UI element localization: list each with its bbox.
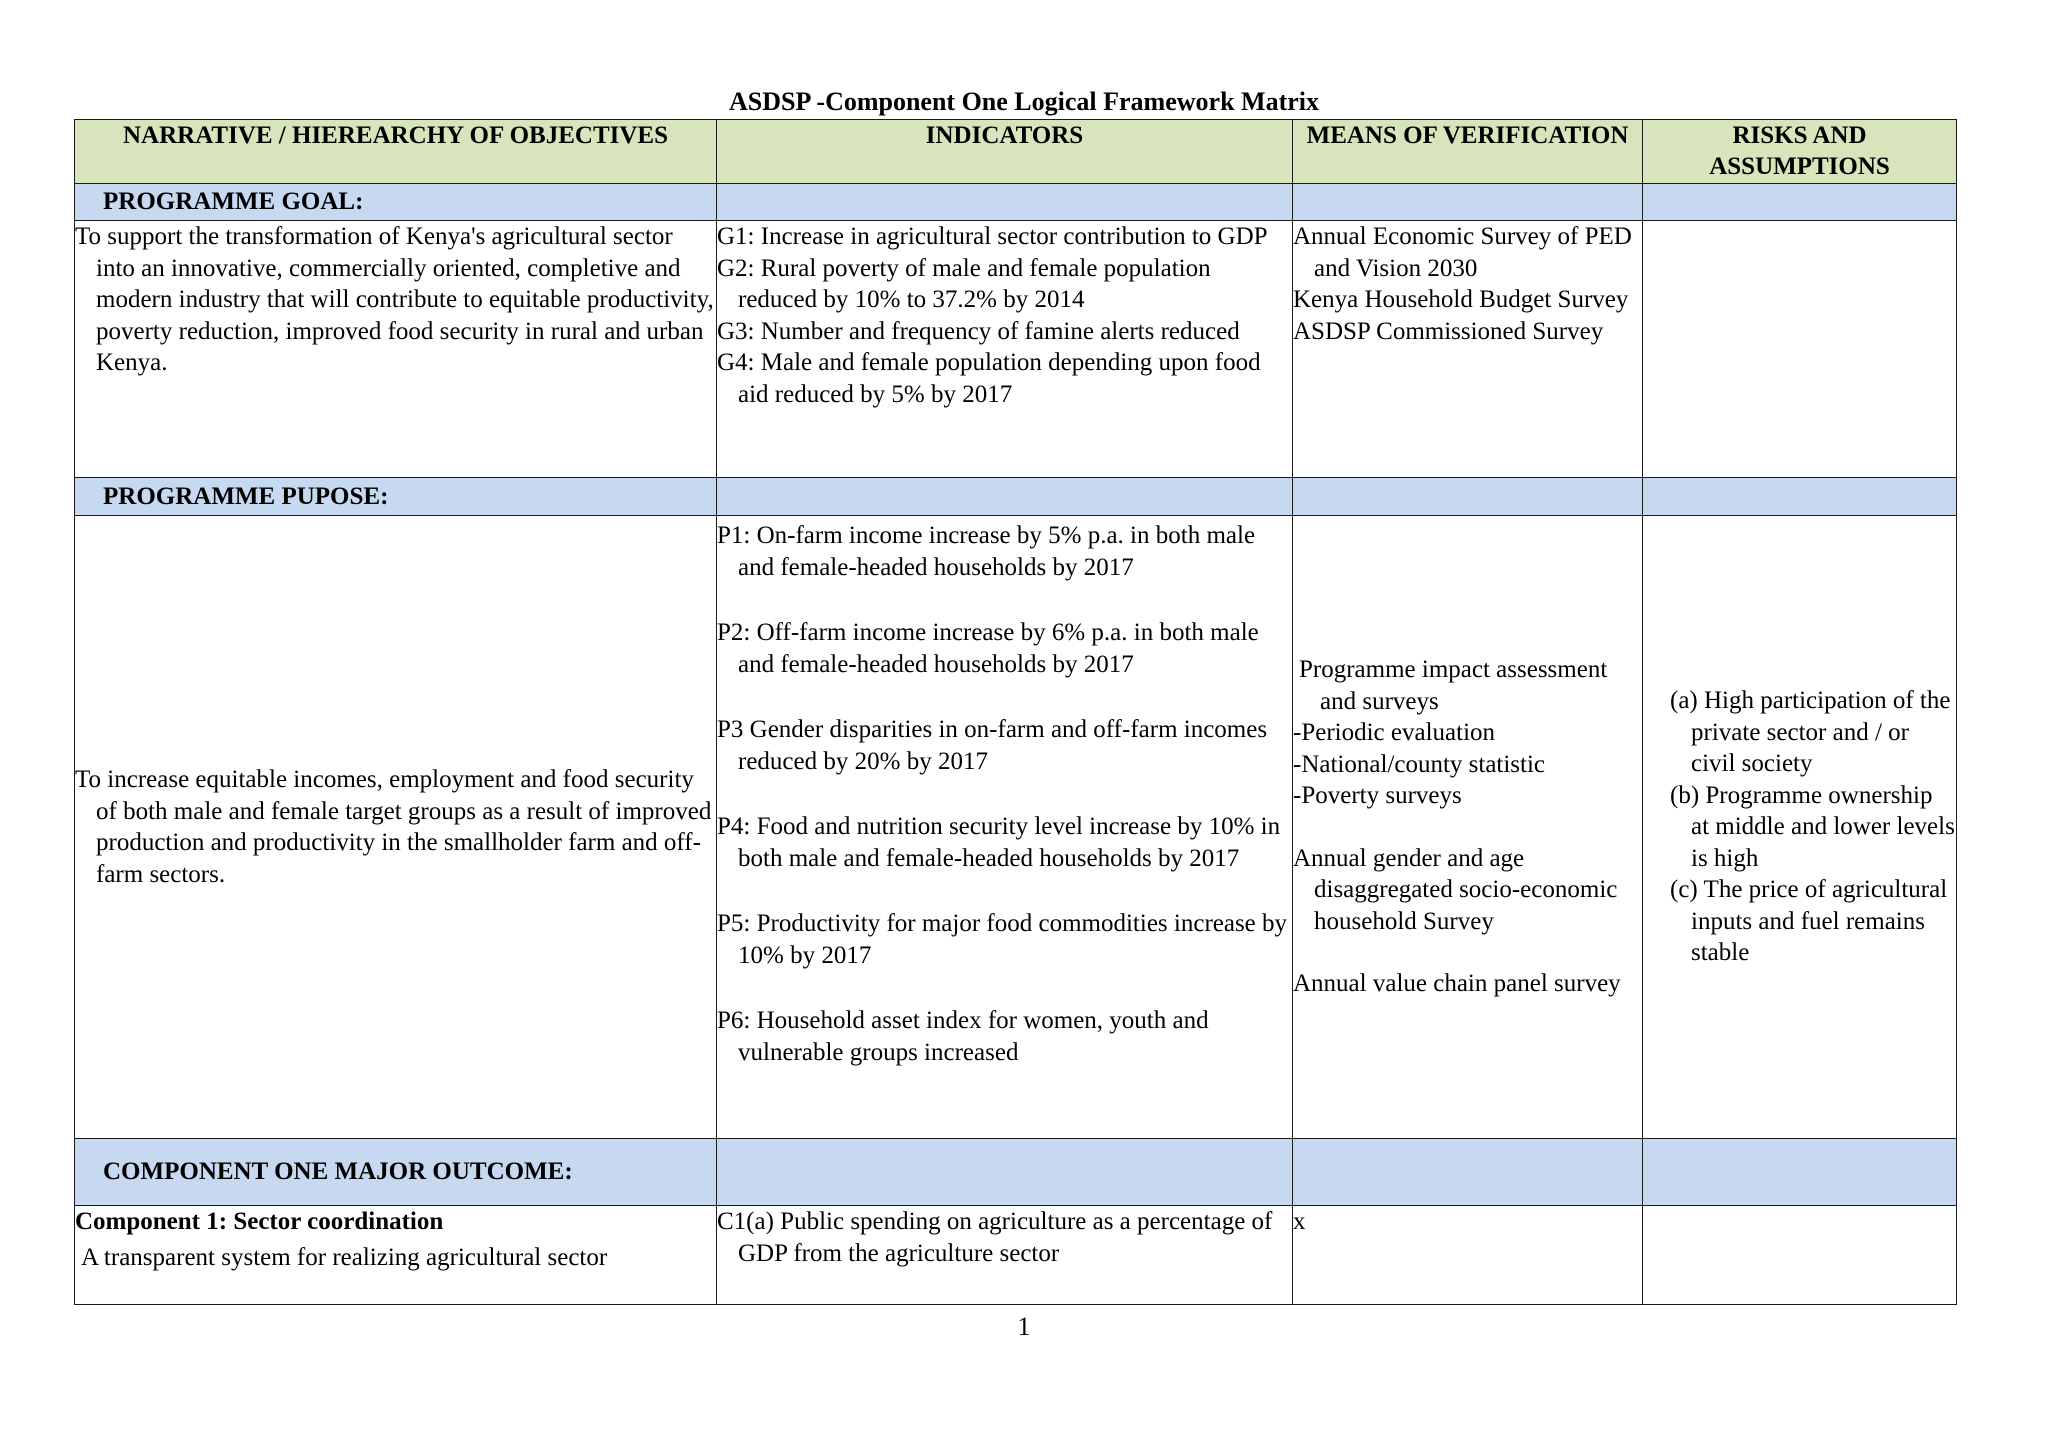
purpose-means-cell: [1293, 516, 1643, 1139]
header-narrative: NARRATIVE / HIEREARCHY OF OBJECTIVES: [75, 120, 717, 184]
goal-narrative: To support the transformation of Kenya's agricultural sector into an innovative, commercially oriented, completive and modern industry that will contribute to equitable productivity, poverty reduction, improved food security in rural and urban Kenya.: [75, 223, 714, 376]
goal-indicator: G4: Male and female population depending upon food aid reduced by 5% by 2017: [717, 349, 1261, 408]
goal-means-item: Annual Economic Survey of PED and Vision 2030: [1293, 223, 1632, 282]
component-narrative: A transparent system for realizing agricultural sector: [81, 1243, 608, 1271]
goal-row: [75, 221, 1957, 478]
purpose-means-gender: Annual gender and age disaggregated socio-economic household Survey: [1293, 844, 1618, 935]
goal-indicator: G2: Rural poverty of male and female population reduced by 10% to 37.2% by 2014: [717, 254, 1211, 313]
goal-indicator: G1: Increase in agricultural sector contribution to GDP: [717, 223, 1268, 250]
section-label-component: COMPONENT ONE MAJOR OUTCOME:: [75, 1139, 717, 1206]
component-heading: Component 1: Sector coordination: [75, 1208, 444, 1235]
header-means-of-verification: MEANS OF VERIFICATION: [1293, 120, 1643, 184]
purpose-indicator: P3 Gender disparities in on-farm and off-farm incomes reduced by 20% by 2017: [717, 716, 1268, 775]
goal-risks-cell: [1643, 221, 1957, 478]
purpose-means-value-chain: Annual value chain panel survey: [1293, 970, 1621, 998]
header-risks-and-assumptions: RISKS AND ASSUMPTIONS: [1643, 120, 1957, 184]
goal-means-cell: [1293, 221, 1643, 478]
section-label-purpose: PROGRAMME PUPOSE:: [75, 478, 717, 516]
purpose-indicator: P5: Productivity for major food commodities increase by 10% by 2017: [717, 910, 1288, 969]
purpose-narrative: To increase equitable incomes, employment and food security of both male and female target groups as a result of improved production and productivity in the smallholder farm and off-farm sectors.: [75, 766, 712, 888]
purpose-narrative-cell: [75, 516, 717, 1139]
component-narrative-cell: [75, 1206, 717, 1305]
component-means-cell: [1293, 1206, 1643, 1305]
purpose-risk: (a) High participation of the private sector and / or civil society: [1670, 687, 1951, 778]
section-row-goal: [75, 184, 1957, 221]
purpose-risk: (c) The price of agricultural inputs and fuel remains stable: [1670, 876, 1948, 967]
purpose-indicator: P1: On-farm income increase by 5% p.a. in both male and female-headed households by 2017: [717, 522, 1256, 581]
document-title: ASDSP -Component One Logical Framework Matrix: [728, 87, 1319, 116]
component-indicator: C1(a) Public spending on agriculture as a percentage of GDP from the agriculture sector: [717, 1208, 1273, 1267]
goal-narrative-cell: [75, 221, 717, 478]
component-row: [75, 1206, 1957, 1305]
header-indicators: INDICATORS: [717, 120, 1293, 184]
section-row-component: [75, 1139, 1957, 1206]
purpose-means-bullet: -National/county statistic: [1293, 750, 1546, 778]
purpose-indicator: P6: Household asset index for women, youth and vulnerable groups increased: [717, 1007, 1209, 1066]
purpose-means-bullet: -Periodic evaluation: [1293, 719, 1496, 747]
purpose-risk: (b) Programme ownership at middle and lower levels is high: [1670, 781, 1955, 872]
component-indicator-cell: [717, 1206, 1293, 1305]
logical-framework-table: [74, 119, 1957, 1305]
goal-indicator: G3: Number and frequency of famine alerts reduced: [717, 317, 1240, 345]
goal-means-item: Kenya Household Budget Survey: [1293, 286, 1629, 313]
purpose-row: [75, 516, 1957, 1139]
purpose-indicators-cell: [717, 516, 1293, 1139]
purpose-indicator: P4: Food and nutrition security level increase by 10% in both male and female-headed households by 2017: [717, 813, 1281, 872]
goal-means-item: ASDSP Commissioned Survey: [1293, 317, 1604, 345]
purpose-indicator: P2: Off-farm income increase by 6% p.a. in both male and female-headed households by 2017: [717, 619, 1259, 678]
purpose-means-impact: Programme impact assessment and surveys: [1299, 656, 1608, 715]
goal-indicators-cell: [717, 221, 1293, 478]
purpose-means-bullet: -Poverty surveys: [1293, 782, 1462, 810]
purpose-risks-cell: [1643, 516, 1957, 1139]
section-label-goal: PROGRAMME GOAL:: [75, 184, 717, 221]
header-row: [75, 120, 1957, 184]
section-row-purpose: [75, 478, 1957, 516]
page-number: 1: [1017, 1312, 1031, 1341]
component-means: x: [1293, 1208, 1306, 1235]
component-risks-cell: [1643, 1206, 1957, 1305]
